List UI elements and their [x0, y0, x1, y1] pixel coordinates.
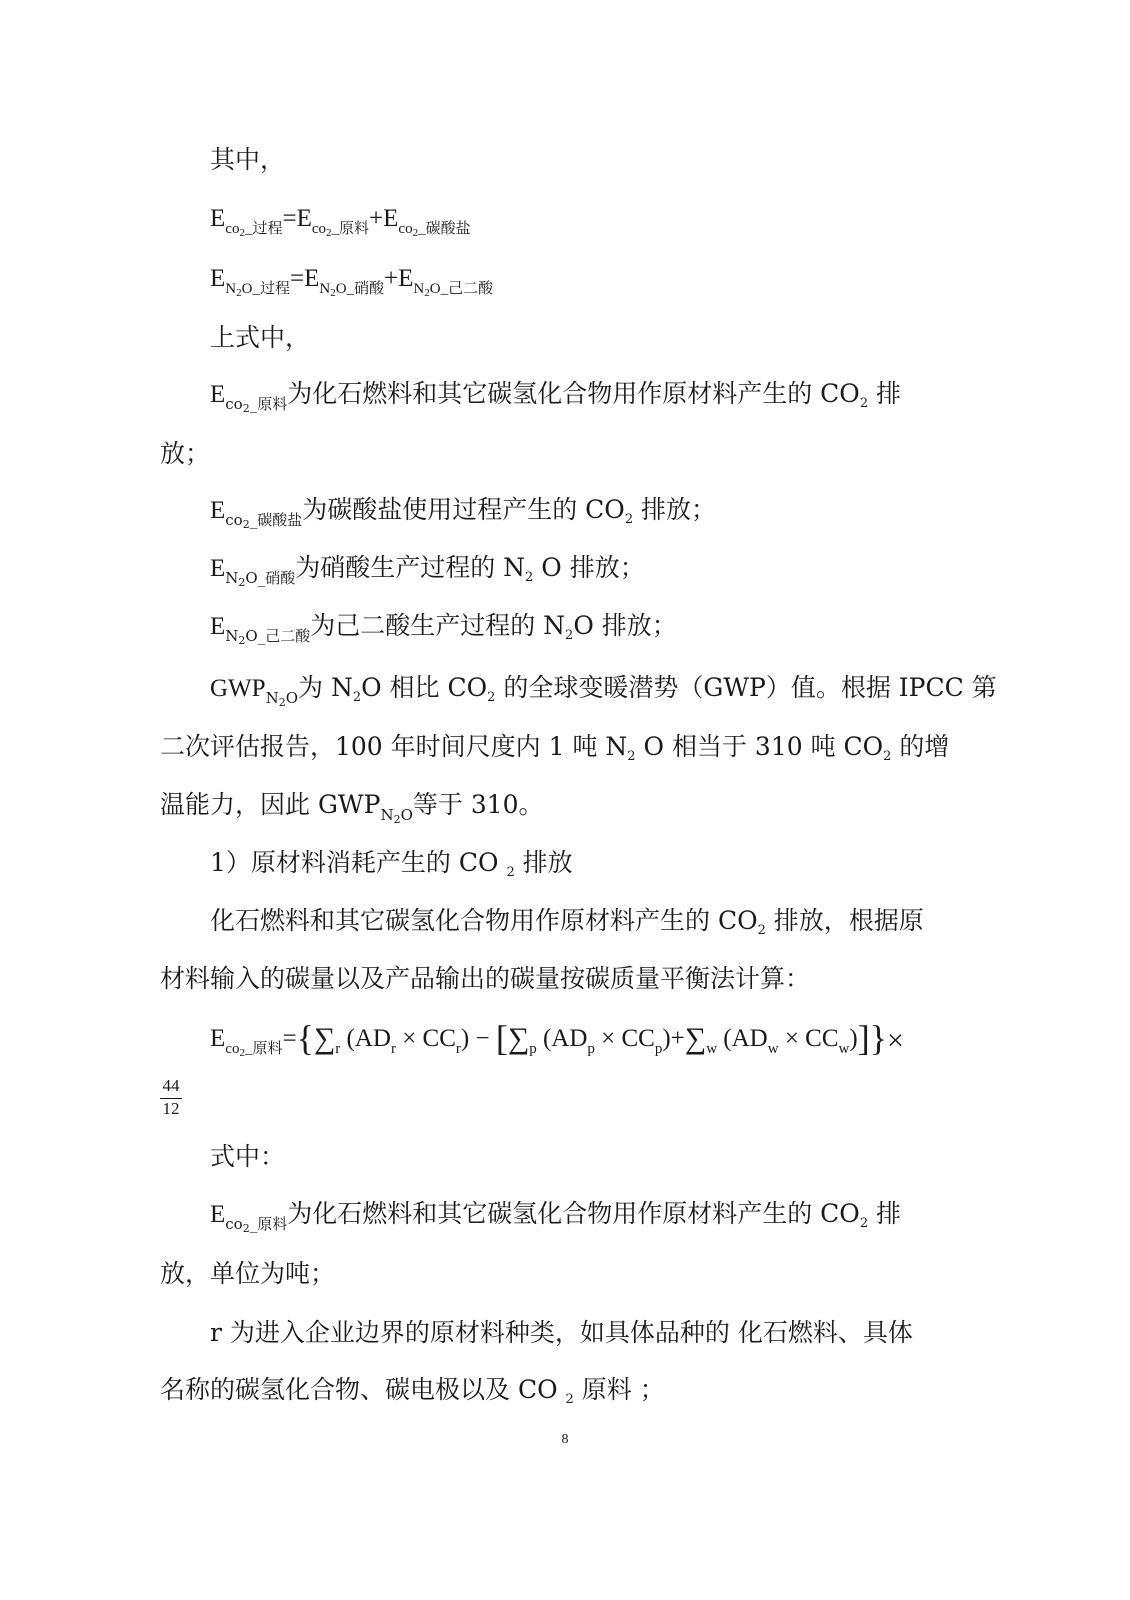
paragraph	[160, 1257, 960, 1291]
text: 排	[868, 1199, 902, 1228]
subscript-digit: 2	[565, 1392, 574, 1407]
symbol: +E	[384, 265, 414, 292]
symbol: × CC	[594, 1025, 655, 1052]
subscript	[225, 511, 302, 529]
text: O 相比 CO	[361, 673, 488, 702]
paragraph	[210, 1316, 960, 1350]
symbol: GWP	[210, 675, 266, 702]
subscript-digit: 2	[424, 287, 430, 299]
subscript	[319, 281, 384, 297]
subscript	[413, 281, 493, 297]
subscript	[225, 1041, 282, 1057]
symbol: (AD	[717, 1025, 768, 1052]
subscript-text: co	[225, 1041, 240, 1057]
paragraph	[160, 1373, 960, 1407]
subscript	[225, 281, 290, 297]
symbol: )+	[662, 1025, 685, 1052]
text: 排放；	[633, 495, 717, 524]
text: 为碳酸盐使用过程产生的 CO	[302, 495, 625, 524]
paragraph	[160, 962, 960, 996]
subscript: p	[529, 1041, 537, 1057]
subscript-digit: 2	[506, 865, 515, 880]
text: O 排放；	[533, 553, 645, 582]
subscript-text: O_硝酸	[245, 569, 296, 587]
text: O 相当于 310 吨 CO	[635, 732, 884, 761]
subscript-text: O	[285, 689, 298, 707]
subscript-text: O_过程	[241, 281, 290, 297]
subscript-digit: 2	[525, 570, 534, 585]
paragraph	[160, 788, 960, 826]
subscript	[225, 395, 287, 413]
symbol: E	[210, 1025, 226, 1052]
sigma: ∑	[684, 1022, 707, 1055]
symbol: )	[849, 1025, 858, 1052]
text: 排放，根据原	[765, 906, 924, 935]
times-sign: ×	[886, 1024, 904, 1057]
text: 排	[868, 379, 902, 408]
text: 二次评估报告，100 年时间尺度内 1 吨 N	[160, 732, 628, 761]
symbol: ) −	[460, 1025, 496, 1052]
text: r 为进入企业边界的原材料种类，如具体品种的 化石燃料、具体	[210, 1318, 913, 1347]
subscript-digit: 2	[352, 690, 362, 705]
paragraph	[210, 321, 960, 355]
subscript-text: O_己二酸	[245, 627, 311, 645]
subscript: p	[587, 1041, 595, 1057]
subscript	[225, 569, 295, 587]
equals-sign: =	[282, 1025, 297, 1052]
subscript-text: _原料	[249, 1215, 288, 1233]
symbol: =E	[289, 265, 320, 292]
text: 材料输入的碳量以及产品输出的碳量按碳质量平衡法计算：	[160, 964, 811, 993]
subscript-digit: 2	[239, 227, 245, 239]
text: 等于 310。	[412, 790, 544, 819]
paragraph	[160, 437, 960, 471]
subscript-digit: 2	[239, 1047, 245, 1059]
subscript-text: _原料	[244, 1041, 283, 1057]
subscript-text: co	[398, 221, 413, 237]
paragraph	[160, 730, 960, 764]
subscript-digit: 2	[859, 396, 869, 411]
subscript: w	[767, 1041, 779, 1057]
symbol: +E	[369, 205, 399, 232]
paragraph	[210, 143, 960, 177]
text: 放；	[160, 439, 211, 468]
subscript-digit: 2	[330, 287, 336, 299]
subscript-digit: 2	[236, 287, 242, 299]
subscript-text: _碳酸盐	[249, 511, 303, 529]
subscript-digit: 2	[238, 576, 246, 589]
text: O 排放；	[573, 611, 677, 640]
section-heading	[210, 846, 960, 880]
subscript-digit: 2	[565, 628, 574, 643]
text: 放，单位为吨；	[160, 1259, 336, 1288]
symbol: E	[210, 1201, 226, 1228]
subscript-text: N	[265, 689, 279, 707]
subscript-text: O_硝酸	[335, 281, 385, 297]
subscript	[225, 221, 282, 237]
sigma: ∑	[313, 1022, 336, 1055]
subscript	[225, 1215, 287, 1233]
definition-gwp	[210, 671, 997, 709]
text: 的全球变暖潜势（GWP）值。根据 IPCC 第	[495, 673, 997, 702]
symbol: E	[210, 381, 226, 408]
equation-n2o-process	[210, 262, 960, 299]
symbol: (AD	[536, 1025, 588, 1052]
definition-co2-raw	[210, 1197, 960, 1235]
subscript-text: O_己二酸	[429, 281, 494, 297]
text: 名称的碳氢化合物、碳电极以及 CO	[160, 1375, 566, 1404]
symbol: E	[210, 265, 226, 292]
definition-n2o-adipic	[210, 609, 960, 647]
text: 的增	[891, 732, 950, 761]
subscript-digit: 2	[238, 634, 246, 647]
text: 排放	[514, 848, 573, 877]
subscript-text: O	[400, 806, 413, 824]
subscript-digit: 2	[757, 923, 766, 938]
subscript-text: N	[225, 627, 239, 645]
subscript	[266, 689, 298, 707]
mass-balance-formula	[210, 1018, 960, 1059]
subscript: r	[390, 1041, 396, 1057]
subscript-text: N	[225, 569, 239, 587]
text: 上式中，	[210, 323, 311, 352]
text: 为化石燃料和其它碳氢化合物用作原材料产生的 CO	[287, 379, 860, 408]
brace: {	[296, 1018, 314, 1058]
subscript-text: N	[319, 281, 331, 297]
subscript-digit: 2	[624, 512, 634, 527]
subscript	[380, 806, 412, 824]
page-number: 8	[561, 1432, 569, 1447]
symbol: E	[210, 497, 226, 524]
symbol: =E	[282, 205, 312, 232]
subscript-digit: 2	[326, 227, 332, 239]
text: 温能力，因此 GWP	[160, 790, 381, 819]
subscript-text: co	[311, 221, 327, 237]
subscript: w	[706, 1041, 718, 1057]
subscript-text: _原料	[249, 395, 288, 413]
numerator: 44	[160, 1076, 182, 1099]
symbol: × CC	[395, 1025, 456, 1052]
subscript-digit: 2	[883, 749, 892, 764]
denominator: 12	[162, 1099, 180, 1118]
subscript-digit: 2	[242, 1222, 250, 1235]
subscript	[225, 627, 310, 645]
subscript-text: N	[380, 806, 394, 824]
bracket: [	[495, 1018, 508, 1058]
text: 为化石燃料和其它碳氢化合物用作原材料产生的 CO	[287, 1199, 860, 1228]
symbol: E	[210, 555, 226, 582]
definition-n2o-nitric	[210, 551, 960, 589]
paragraph	[210, 1140, 960, 1174]
subscript-text: co	[225, 395, 243, 413]
bracket: ]	[857, 1018, 870, 1058]
text: 式中：	[210, 1142, 286, 1171]
subscript-text: _过程	[244, 221, 283, 237]
text: 化石燃料和其它碳氢化合物用作原材料产生的 CO	[210, 906, 758, 935]
subscript-text: co	[225, 221, 240, 237]
subscript-text: co	[225, 1215, 243, 1233]
text: 1）原材料消耗产生的 CO	[210, 848, 507, 877]
symbol: (AD	[340, 1025, 391, 1052]
subscript-digit: 2	[393, 813, 401, 826]
fraction	[160, 1076, 182, 1119]
subscript-text: _碳酸盐	[418, 221, 471, 237]
subscript-digit: 2	[242, 402, 250, 415]
subscript-digit: 2	[859, 1216, 869, 1231]
subscript	[312, 221, 369, 237]
subscript	[398, 221, 470, 237]
paragraph	[210, 904, 960, 938]
equation-co2-process	[210, 202, 960, 239]
brace: }	[869, 1018, 887, 1058]
subscript-digit: 2	[627, 749, 636, 764]
subscript: r	[335, 1041, 341, 1057]
symbol: E	[210, 613, 226, 640]
symbol: E	[210, 205, 226, 232]
subscript: p	[654, 1041, 663, 1057]
definition-co2-raw	[210, 377, 960, 415]
subscript-text: N	[413, 281, 425, 297]
subscript-digit: 2	[242, 518, 250, 531]
text: 原料 ；	[573, 1375, 665, 1404]
sigma: ∑	[507, 1022, 530, 1055]
text: 其中，	[210, 145, 286, 174]
text: 为己二酸生产过程的 N	[310, 611, 566, 640]
definition-co2-carbonate	[210, 493, 960, 531]
text: 为硝酸生产过程的 N	[295, 553, 526, 582]
text: 为 N	[298, 673, 353, 702]
subscript-text: co	[225, 511, 243, 529]
subscript-digit: 2	[412, 227, 419, 239]
subscript: r	[455, 1041, 461, 1057]
symbol: × CC	[778, 1025, 839, 1052]
subscript-digit: 2	[278, 696, 286, 709]
subscript-text: _原料	[331, 221, 370, 237]
subscript-text: N	[225, 281, 237, 297]
subscript: w	[838, 1041, 850, 1057]
subscript-digit: 2	[487, 690, 496, 705]
